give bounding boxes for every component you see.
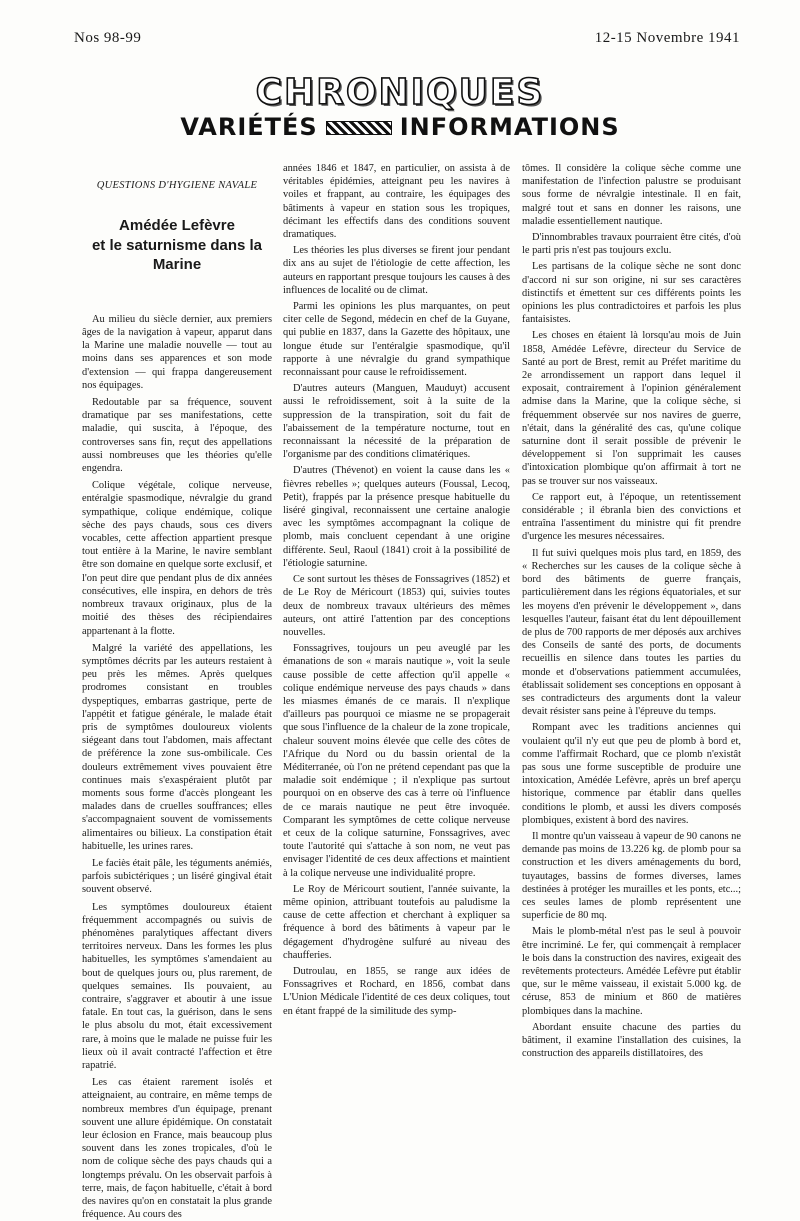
issue-date: 12-15 Novembre 1941 [594,30,740,46]
paragraph: Les symptômes douloureux étaient fréquemment accompagnés ou suivis de phénomènes paralytiques affectant divers territoires nerveux. Dans les formes les plus habituelles, les symptômes s'amendaient au bout de quelques jours ou, plus rarement, de quelques semaines. Ils pouvaient, au contraire, s'aggraver et aboutir à une issue fatale. En tout cas, la guérison, dans le sens le plus absolu du mot, était excessivement rare, à moins que le malade ne puisse fuir les lieux où il avait contracté l'affection et être rapatrié. [82,901,272,1071]
paragraph: Colique végétale, colique nerveuse, entéralgie spasmodique, névralgie du grand sympathique, colique endémique, colique sèche des pays chauds, sous ces divers vocables, cette affection appartient presque tout entière à la Marine, le navire semblant être son domaine en quelque sorte exclusif, et l'on peut dire que pendant plus de dix années consécutives, elle inspira, en dehors de très nombreux travaux originaux, plus de la moitié des thèses des récipiendaires appartenant à la flotte. [82,480,272,637]
paragraph: Les partisans de la colique sèche ne sont donc d'accord ni sur son origine, ni sur ses caractères distinctifs et émettent sur ces différents points les opinions les plus contradictoires et parfois les plus fantaisistes. [522,261,741,326]
article-title [82,216,272,275]
paragraph: D'innombrables travaux pourraient être cités, d'où le parti pris n'est pas toujours exclu. [522,232,741,257]
article-title-line-2: et le saturnisme dans la Marine [91,236,263,274]
paragraph: Abordant ensuite chacune des parties du bâtiment, il examine l'installation des cuisines, la construction des appareils distillatoires, des [522,1021,741,1060]
paragraph: Redoutable par sa fréquence, souvent dramatique par ses manifestations, cette maladie, qui suscita, à l'époque, des controverses sans fin, reçut des appellations aussi nombreuses que les théories qu'elle engendra. [82,397,272,475]
paragraph: Parmi les opinions les plus marquantes, on peut citer celle de Segond, médecin en chef de la Guyane, qui publie en 1837, dans la Gazette des hôpitaux, une longue étude sur l'entéralgie spasmodique, qu'il rapporte à une névralgie du grand sympathique reconnaissant pour cause le refroidissement. [283,301,510,379]
paragraph: années 1846 et 1847, en particulier, on assista à de véritables épidémies, atteignant peu les navires à voiles et frappant, au contraire, les équipages des bâtiments à vapeur en station sous les tropiques, décimant les effectifs dans des conditions souvent dramatiques. [283,163,510,241]
masthead-varietes: VARIÉTÉS [180,113,318,141]
column-1 [82,162,272,1221]
column-2 [283,162,510,1018]
paragraph: Dutroulau, en 1855, se range aux idées de Fonssagrives et Rochard, en 1856, combat dans L'Union Médicale l'identité de ces deux coliques, tout en étant frappé de la similitude des symp- [283,965,510,1017]
paragraph: Le Roy de Méricourt soutient, l'année suivante, la même opinion, attribuant toutefois au paludisme la cause de cette affection et cherchant à expliquer sa fréquence à bord des bâtiments à vapeur par le dégagement d'hydrogène sulfuré au niveau des chaufferies. [283,883,510,961]
paragraph: D'autres (Thévenot) en voient la cause dans les « fièvres rebelles »; quelques auteurs (Foussal, Lecoq, Petit), frappés par la présence presque habituelle du liséré gingival, reconnaissent une certaine analogie avec les symptômes accompagnant la colique de plomb, mais concluent cependant à une origine différente. Seul, Raoul (1841) croit à la possibilité de l'étiologie saturnine. [283,465,510,569]
paragraph: Il montre qu'un vaisseau à vapeur de 90 canons ne demande pas moins de 13.226 kg. de plomb pour sa construction et les divers aménagements du bord, tuyautages, bassins de formes diverses, lames destinées à protéger les murailles et les ponts, etc...; ces seules lames de plomb représentent une superficie de 80 mq. [522,830,741,922]
masthead-subtitle [0,113,800,141]
paragraph: Malgré la variété des appellations, les symptômes décrits par les auteurs restaient à peu près les mêmes. Après quelques prodromes consistant en troubles dyspeptiques, embarras gastrique, perte de l'appétit et fatigue générale, le malade était pris de symptômes douloureux violents siégeant dans tout l'abdomen, mais affectant de préférence la zone sus-ombilicale. Ces douleurs extrêmement vives pouvaient être continues mais s'exaspéraient plutôt par moments sous forme d'accès plongeant les malades dans de cruelles souffrances; elles s'accompagnaient souvent de vomissements alimentaires ou bilieux. La constipation était habituelle, les urines rares. [82,642,272,852]
paragraph: Il fut suivi quelques mois plus tard, en 1859, des « Recherches sur les causes de la colique sèche à bord des bâtiments de guerre français, particulièrement dans les régions équatoriales, et sur les moyens d'en prévenir le développement », dans lesquelles l'auteur, faisant état du lent dépouillement de plus de 700 rapports de mer déposés aux archives des Conseils de santé des ports, de documents recueillis en silence dans toutes les parties du monde et d'observations patiemment accumulées, établissait solidement ses conceptions en opposant à ses contradicteurs des arguments dont la valeur devait résister sans peine à l'épreuve du temps. [522,547,741,718]
paragraph: tômes. Il considère la colique sèche comme une manifestation de l'infection palustre se produisant sous forme de névralgie intestinale. Il en fait, malgré tout et sans en donner les raisons, une maladie essentiellement nautique. [522,163,741,227]
issue-number: Nos 98-99 [74,30,142,46]
masthead-title: CHRONIQUES [255,72,545,113]
ornament-separator-icon [326,121,392,135]
paragraph: Fonssagrives, toujours un peu aveuglé par les émanations de son « marais nautique », voit la seule cause possible de cette affection qu'il appelle « colique endémique nerveuse des pays chauds » dans les miasmes émanés de ce marais. Il n'explique d'ailleurs pas pourquoi ce miasme ne se propagerait que sous l'influence de la chaleur de la zone tropicale, chaleur souvent moins élevée que celle des côtes de l'Afrique du Nord ou du bassin oriental de la Méditerranée, où l'on ne prétend cependant pas que la maladie soit endémique ; il n'explique pas surtout pourquoi on en observe des cas à terre où l'influence de ce marais nautique ne peut être invoquée. Comparant les symptômes de cette colique nerveuse et ceux de la colique saturnine, Fonssagrives, avec toute l'autorité qui s'attache à son nom, ne veut pas envisager l'identité de ces deux affections et maintient à la colique nerveuse une individualité propre. [283,643,510,879]
paragraph: D'autres auteurs (Manguen, Mauduyt) accusent aussi le refroidissement, soit à la suite de la suppression de la transpiration, soit du fait de l'abaissement de la température nocturne, tout en reconnaissant la nécessité de la préparation de l'organisme par des conditions climatériques. [283,383,510,461]
paragraph: Les cas étaient rarement isolés et atteignaient, au contraire, en même temps de nombreux membres d'un équipage, prenant souvent une allure épidémique. On constatait leur éclosion en France, mais beaucoup plus souvent dans les zones tropicales, d'où le nom de colique sèche des pays chauds qui a longtemps prévalu. On les observait parfois à terre, mais, de façon habituelle, c'était à bord des navires qu'on en constatait la plus grande fréquence. Au cours des [82,1077,272,1221]
paragraph: Ce sont surtout les thèses de Fonssagrives (1852) et de Le Roy de Méricourt (1853) qui, suivies toutes deux de nombreux travaux ultérieurs des mêmes auteurs, ont attiré l'attention par des conceptions nouvelles. [283,574,510,638]
masthead-informations: INFORMATIONS [399,113,620,141]
paragraph: Ce rapport eut, à l'époque, un retentissement considérable ; il ébranla bien des convictions et entraîna l'assentiment du ministre qui fit prendre d'urgence les mesures nécessaires. [522,491,741,543]
paragraph: Les théories les plus diverses se firent jour pendant dix ans au sujet de l'étiologie de cette affection, les auteurs en rapportant presque toujours les causes à des influences de localité ou de climat. [283,245,510,296]
column-3 [522,162,741,1060]
paragraph: Rompant avec les traditions anciennes qui voulaient qu'il n'y eut que peu de plomb à bord et, comme l'affirmait Rochard, que ce plomb n'existât pas sous une forme susceptible de produire une intoxication, Amédée Lefèvre, après un bref aperçu historique, commence par établir dans quelles conditions le plomb, et aussi les divers composés plombiques, existent à bord des navires. [522,722,741,826]
paragraph: Au milieu du siècle dernier, aux premiers âges de la navigation à vapeur, apparut dans la Marine une maladie nouvelle — tout au moins dans ses apparences et son mode d'extension — qui frappa dangereusement nos équipages. [82,313,272,391]
article-title-line-1: Amédée Lefèvre [119,217,235,235]
paragraph: Les choses en étaient là lorsqu'au mois de Juin 1858, Amédée Lefèvre, directeur du Service de Santé au port de Brest, remit au Préfet maritime du 2e arrondissement un rapport dans lequel il exposait, contrairement à l'opinion généralement admise dans la Marine, que la colique sèche, si fréquemment observée sur nos navires de guerre, n'était, dans la généralité des cas, qu'une colique saturnine dont il serait possible de prévenir le développement si l'on supprimait les causes d'intoxication plombique qu'on affirmait à tort ne pas se trouver sur nos vaisseaux. [522,330,741,487]
section-label: QUESTIONS D'HYGIENE NAVALE [96,180,258,191]
paragraph: Le faciès était pâle, les téguments anémiés, parfois subictériques ; un liséré gingival était souvent observé. [82,857,272,896]
paragraph: Mais le plomb-métal n'est pas le seul à pouvoir être incriminé. Le fer, qui commençait à remplacer le bois dans la construction des navires, exigeait des revêtements protecteurs. Amédée Lefèvre put établir que, sur le même vaisseau, il existait 5.000 kg. de céruse, 853 de minium et 860 de matières plombiques dans la machine. [522,926,741,1017]
